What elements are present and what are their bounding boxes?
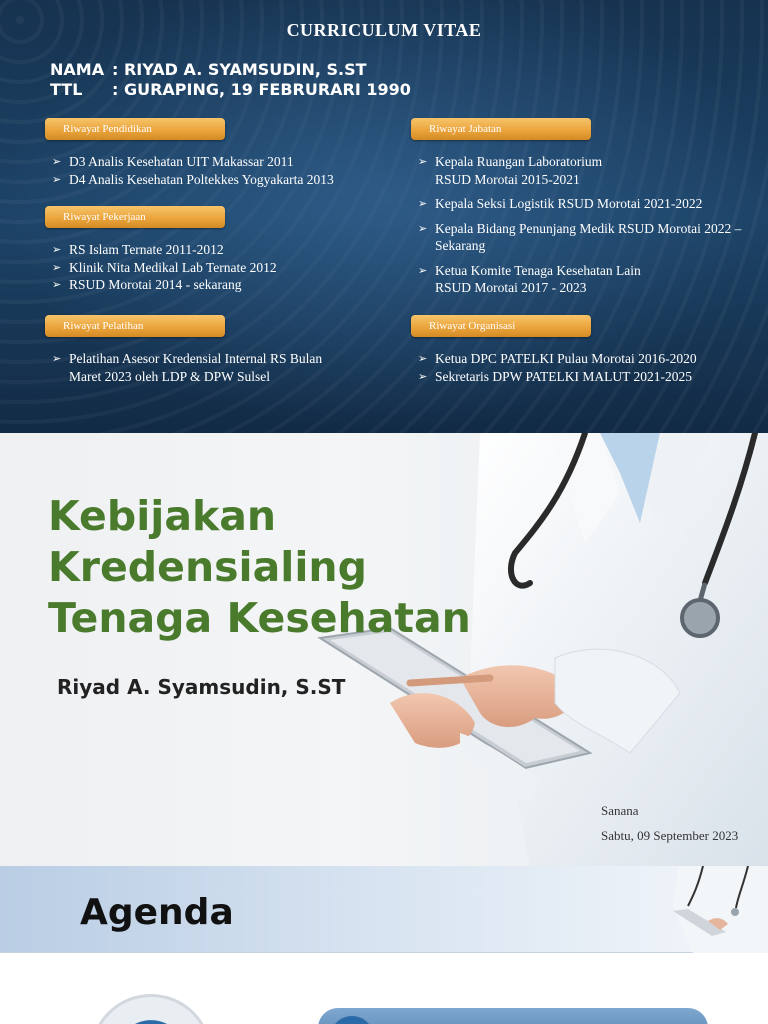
agenda-item-bar	[318, 1008, 708, 1024]
page-title	[48, 491, 508, 644]
cv-ttl-line	[50, 80, 411, 99]
list-item-line: RSUD Morotai 2015-2021	[435, 171, 580, 187]
list-item-line: Sekarang	[435, 238, 486, 253]
organisasi-label: Riwayat Organisasi	[411, 315, 591, 337]
list-item: ➢ Ketua DPC PATELKI Pulau Morotai 2016-2020	[418, 350, 766, 368]
list-item	[418, 195, 766, 213]
cv-title: CURRICULUM VITAE	[286, 20, 482, 40]
jabatan-list	[418, 153, 766, 297]
list-item: ➢ RSUD Morotai 2014 - sekarang	[52, 276, 392, 294]
cv-slide	[0, 0, 768, 433]
list-item-line: ➢ Ketua Komite Tenaga Kesehatan Lain	[435, 262, 641, 278]
list-item: ➢ Klinik Nita Medikal Lab Ternate 2012	[52, 259, 392, 277]
jabatan-label: Riwayat Jabatan	[411, 118, 591, 140]
list-item-line: ➢ Kepala Bidang Penunjang Medik RSUD Morotai 2022 –	[435, 220, 742, 236]
pelatihan-label: Riwayat Pelatihan	[45, 315, 225, 337]
name-value: : RIYAD A. SYAMSUDIN, S.ST	[112, 60, 367, 79]
title-line: Kredensialing	[48, 543, 367, 591]
list-item-line: RSUD Morotai 2017 - 2023	[435, 280, 587, 295]
pekerjaan-list	[52, 241, 392, 294]
ttl-key: TTL	[50, 80, 83, 99]
list-item: ➢ Sekretaris DPW PATELKI MALUT 2021-2025	[418, 368, 766, 386]
agenda-circle-icon	[90, 994, 212, 1024]
doctor-thumbnail	[668, 866, 768, 953]
list-item	[418, 153, 766, 188]
list-item: ➢ RS Islam Ternate 2011-2012	[52, 241, 392, 259]
list-item	[52, 350, 392, 385]
list-item-line: ➢ Kepala Seksi Logistik RSUD Morotai 2021-2022	[435, 196, 703, 211]
title-slide	[0, 433, 768, 866]
list-item-line: ➢ Kepala Ruangan Laboratorium	[435, 154, 603, 169]
pendidikan-list	[52, 153, 392, 188]
pekerjaan-label: Riwayat Pekerjaan	[45, 206, 225, 228]
list-item: ➢ D4 Analis Kesehatan Poltekkes Yogyakarta 2013	[52, 171, 392, 189]
organisasi-list	[418, 350, 766, 385]
pendidikan-label: Riwayat Pendidikan	[45, 118, 225, 140]
date: Sabtu, 09 September 2023	[601, 828, 739, 843]
agenda-title: Agenda	[80, 892, 234, 933]
place: Sanana	[601, 803, 639, 818]
cv-name-line	[50, 60, 367, 79]
list-item-line: ➢ Pelatihan Asesor Kredensial Internal RS Bulan	[69, 351, 323, 366]
title-line: Kebijakan	[48, 492, 277, 540]
author: Riyad A. Syamsudin, S.ST	[57, 675, 346, 699]
agenda-slide	[0, 866, 768, 1024]
ttl-value: : GURAPING, 19 FEBRURARI 1990	[112, 80, 411, 99]
list-item: ➢ D3 Analis Kesehatan UIT Makassar 2011	[52, 153, 392, 171]
title-line: Tenaga Kesehatan	[48, 594, 471, 642]
list-item-line: Maret 2023 oleh LDP & DPW Sulsel	[69, 368, 270, 384]
list-item	[418, 220, 766, 255]
pelatihan-list	[52, 350, 392, 385]
list-item	[418, 262, 766, 297]
name-key: NAMA	[50, 60, 105, 79]
